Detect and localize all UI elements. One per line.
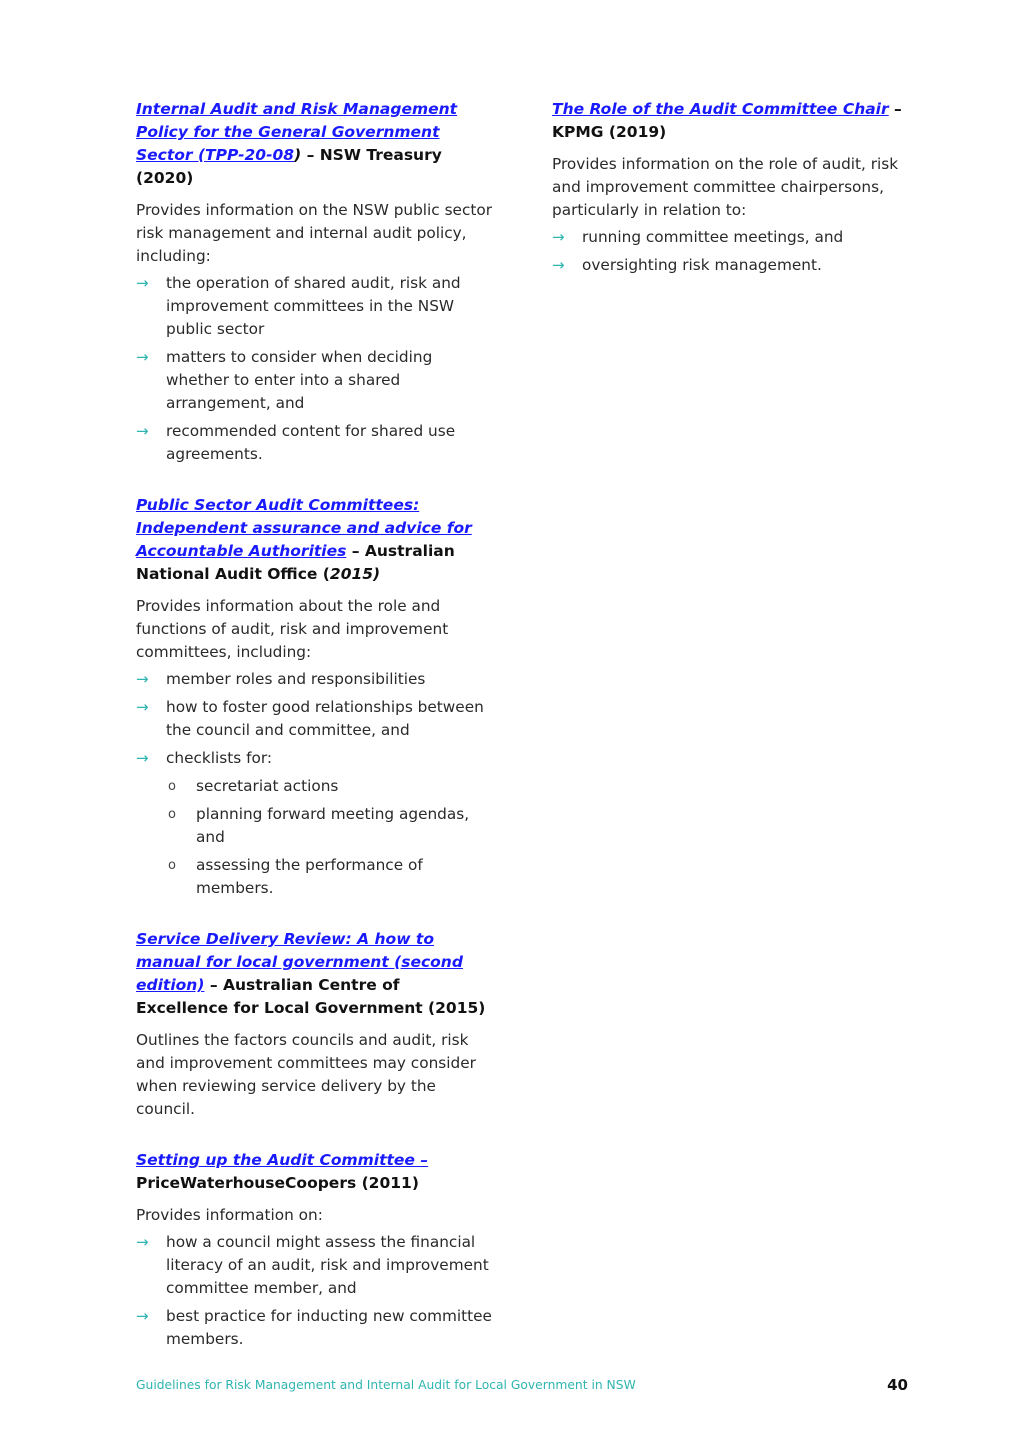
reference-year: 2015) [329, 565, 381, 583]
reference-heading [136, 928, 496, 1020]
reference-heading [136, 1149, 496, 1195]
reference-source: – Australian National Audit Office ( [136, 542, 455, 583]
list-item-text: oversighting risk management. [582, 256, 822, 274]
sub-list-item [166, 775, 496, 798]
page-footer [136, 1376, 908, 1398]
reference-heading [136, 98, 496, 190]
arrow-icon: → [136, 698, 149, 716]
list-item [136, 696, 496, 742]
reference-description: Provides information about the role and functions of audit, risk and improvement committees, including: [136, 597, 449, 661]
reference-description: Provides information on: [136, 1206, 323, 1224]
reference-entry [136, 1149, 496, 1351]
list-item [552, 226, 902, 249]
list-item [136, 1305, 496, 1351]
arrow-icon: → [136, 422, 149, 440]
arrow-icon: → [136, 274, 149, 292]
sub-list-item-text: planning forward meeting agendas, and [196, 805, 470, 846]
reference-entry [552, 98, 902, 277]
bullet-list [136, 272, 496, 466]
list-item-text: member roles and responsibilities [166, 670, 426, 688]
bullet-list [136, 668, 496, 900]
list-item [136, 346, 496, 415]
list-item-text: checklists for: [166, 749, 273, 767]
list-item [552, 254, 902, 277]
reference-description: Provides information on the role of audit, risk and improvement committee chairpersons, particularly in relation to: [552, 155, 899, 219]
list-item-text: how a council might assess the financial literacy of an audit, risk and improvement committee member, and [166, 1233, 489, 1297]
reference-source: – KPMG (2019) [552, 100, 902, 141]
sub-list-item [166, 854, 496, 900]
list-item [136, 420, 496, 466]
circle-bullet-icon: o [168, 807, 176, 822]
reference-source: – Australian Centre of Excellence for Local Government (2015) [136, 976, 486, 1017]
reference-entry [136, 98, 496, 466]
bullet-list [552, 226, 902, 277]
sub-bullet-list [166, 775, 496, 900]
arrow-icon: → [136, 670, 149, 688]
reference-link-close: ) [294, 146, 302, 164]
reference-link[interactable]: Internal Audit and Risk Management Policy for the General Government Sector (TPP-20-08 [136, 100, 458, 164]
reference-source: – NSW Treasury (2020) [136, 146, 442, 187]
reference-heading [552, 98, 902, 144]
reference-description: Outlines the factors councils and audit, risk and improvement committees may consider when reviewing service delivery by the council. [136, 1031, 476, 1118]
arrow-icon: → [552, 256, 565, 274]
list-item-text: best practice for inducting new committee members. [166, 1307, 492, 1348]
bullet-list [136, 1231, 496, 1351]
footer-document-title: Guidelines for Risk Management and Internal Audit for Local Government in NSW [136, 1378, 636, 1392]
arrow-icon: → [136, 348, 149, 366]
list-item-text: the operation of shared audit, risk and improvement committees in the NSW public sector [166, 274, 461, 338]
reference-source: PriceWaterhouseCoopers (2011) [136, 1174, 419, 1192]
reference-entry [136, 494, 496, 900]
reference-entry [136, 928, 496, 1121]
right-column [552, 98, 902, 305]
page-number: 40 [887, 1376, 908, 1394]
sub-list-item-text: secretariat actions [196, 777, 339, 795]
list-item-text: running committee meetings, and [582, 228, 844, 246]
reference-link[interactable]: The Role of the Audit Committee Chair [552, 100, 889, 118]
reference-link[interactable]: Service Delivery Review: A how to manual for local government (second edition) [136, 930, 463, 994]
sub-list-item [166, 803, 496, 849]
reference-heading [136, 494, 496, 586]
list-item-text: matters to consider when deciding whether to enter into a shared arrangement, and [166, 348, 433, 412]
sub-list-item-text: assessing the performance of members. [196, 856, 423, 897]
list-item-text: recommended content for shared use agreements. [166, 422, 456, 463]
arrow-icon: → [136, 1307, 149, 1325]
list-item [136, 1231, 496, 1300]
reference-link[interactable]: Setting up the Audit Committee – [136, 1151, 429, 1169]
circle-bullet-icon: o [168, 779, 176, 794]
arrow-icon: → [136, 1233, 149, 1251]
arrow-icon: → [552, 228, 565, 246]
circle-bullet-icon: o [168, 858, 176, 873]
list-item [136, 668, 496, 691]
list-item [136, 272, 496, 341]
reference-link[interactable]: Public Sector Audit Committees: Independent assurance and advice for Accountable Authorities [136, 496, 472, 560]
arrow-icon: → [136, 749, 149, 767]
list-item [136, 747, 496, 900]
reference-description: Provides information on the NSW public sector risk management and internal audit policy, including: [136, 201, 493, 265]
list-item-text: how to foster good relationships between the council and committee, and [166, 698, 484, 739]
left-column [136, 98, 496, 1379]
